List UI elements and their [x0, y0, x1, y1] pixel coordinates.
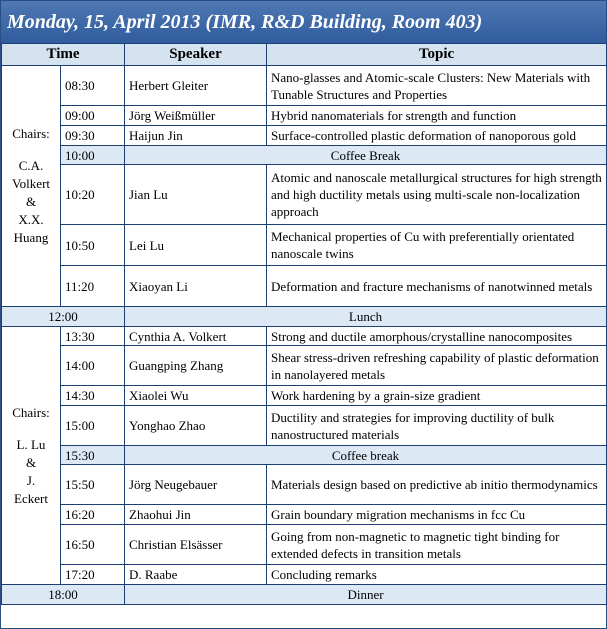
header-time: Time [2, 44, 125, 66]
topic-cell: Materials design based on predictive ab initio thermodynamics [267, 465, 607, 505]
table-row [2, 106, 607, 126]
topic-cell: Shear stress-driven refreshing capability of plastic deformation in nanolayered metals [267, 346, 607, 386]
speaker-cell: Yonghao Zhao [125, 406, 267, 446]
speaker-cell: Haijun Jin [125, 126, 267, 146]
time-cell: 09:30 [61, 126, 125, 146]
table-row [2, 525, 607, 565]
schedule-title: Monday, 15, April 2013 (IMR, R&D Building, Room 403) [1, 1, 606, 43]
header-topic: Topic [267, 44, 607, 66]
table-row [2, 505, 607, 525]
table-row [2, 346, 607, 386]
chair-separator: & [25, 194, 37, 209]
topic-cell: Work hardening by a grain-size gradient [267, 386, 607, 406]
speaker-cell: Herbert Gleiter [125, 66, 267, 106]
time-cell: 16:20 [61, 505, 125, 525]
session1-chairs [2, 66, 61, 307]
session2-chairs [2, 327, 61, 585]
time-cell: 11:20 [61, 266, 125, 307]
coffee-break-row [2, 146, 607, 165]
dinner-time: 18:00 [2, 585, 125, 605]
table-row [2, 565, 607, 585]
speaker-cell: Zhaohui Jin [125, 505, 267, 525]
time-cell: 14:30 [61, 386, 125, 406]
topic-cell: Hybrid nanomaterials for strength and function [267, 106, 607, 126]
table-row [2, 165, 607, 225]
chair-name: J. [26, 472, 36, 488]
header-speaker: Speaker [125, 44, 267, 66]
time-cell: 09:00 [61, 106, 125, 126]
break-label: Coffee Break [125, 146, 607, 165]
chair-separator: & [25, 454, 37, 470]
chair-name: Eckert [14, 490, 48, 506]
speaker-cell: D. Raabe [125, 565, 267, 585]
dinner-label: Dinner [125, 585, 607, 605]
topic-cell: Ductility and strategies for improving ductility of bulk nanostructured materials [267, 406, 607, 446]
table-row [2, 327, 607, 346]
speaker-cell: Cynthia A. Volkert [125, 327, 267, 346]
lunch-label: Lunch [125, 307, 607, 327]
topic-cell: Nano-glasses and Atomic-scale Clusters: New Materials with Tunable Structures and Properties [267, 66, 607, 106]
speaker-cell: Xiaoyan Li [125, 266, 267, 307]
coffee-break-row [2, 446, 607, 465]
time-cell: 10:50 [61, 225, 125, 266]
speaker-cell: Jörg Weißmüller [125, 106, 267, 126]
table-row [2, 386, 607, 406]
time-cell: 13:30 [61, 327, 125, 346]
time-cell: 08:30 [61, 66, 125, 106]
dinner-row [2, 585, 607, 605]
chair-name: Volkert [11, 176, 51, 191]
topic-cell: Strong and ductile amorphous/crystalline nanocomposites [267, 327, 607, 346]
lunch-row [2, 307, 607, 327]
speaker-cell: Guangping Zhang [125, 346, 267, 386]
chair-name: C.A. [18, 158, 44, 173]
chair-name: L. Lu [16, 436, 46, 452]
time-cell: 15:30 [61, 446, 125, 465]
table-row [2, 465, 607, 505]
table-row [2, 126, 607, 146]
time-cell: 14:00 [61, 346, 125, 386]
table-row [2, 266, 607, 307]
chairs-label: Chairs: [12, 404, 50, 420]
topic-cell: Surface-controlled plastic deformation of nanoporous gold [267, 126, 607, 146]
time-cell: 15:00 [61, 406, 125, 446]
speaker-cell: Christian Elsässer [125, 525, 267, 565]
topic-cell: Atomic and nanoscale metallurgical structures for high strength and high ductility metals using multi-scale non-localization approach [267, 165, 607, 225]
break-label: Coffee break [125, 446, 607, 465]
chair-name: X.X. [18, 212, 44, 227]
topic-cell: Mechanical properties of Cu with preferentially orientated nanoscale twins [267, 225, 607, 266]
speaker-cell: Jian Lu [125, 165, 267, 225]
chair-name: Huang [13, 230, 49, 245]
speaker-cell: Jörg Neugebauer [125, 465, 267, 505]
table-row [2, 225, 607, 266]
chairs-label: Chairs: [12, 126, 50, 141]
topic-cell: Grain boundary migration mechanisms in fcc Cu [267, 505, 607, 525]
table-row [2, 66, 607, 106]
header-row [2, 44, 607, 66]
table-row [2, 406, 607, 446]
topic-cell: Deformation and fracture mechanisms of nanotwinned metals [267, 266, 607, 307]
time-cell: 10:20 [61, 165, 125, 225]
time-cell: 16:50 [61, 525, 125, 565]
time-cell: 15:50 [61, 465, 125, 505]
time-cell: 17:20 [61, 565, 125, 585]
topic-cell: Going from non-magnetic to magnetic tight binding for extended defects in transition metals [267, 525, 607, 565]
schedule-table [1, 43, 607, 605]
time-cell: 10:00 [61, 146, 125, 165]
speaker-cell: Xiaolei Wu [125, 386, 267, 406]
speaker-cell: Lei Lu [125, 225, 267, 266]
topic-cell: Concluding remarks [267, 565, 607, 585]
lunch-time: 12:00 [2, 307, 125, 327]
